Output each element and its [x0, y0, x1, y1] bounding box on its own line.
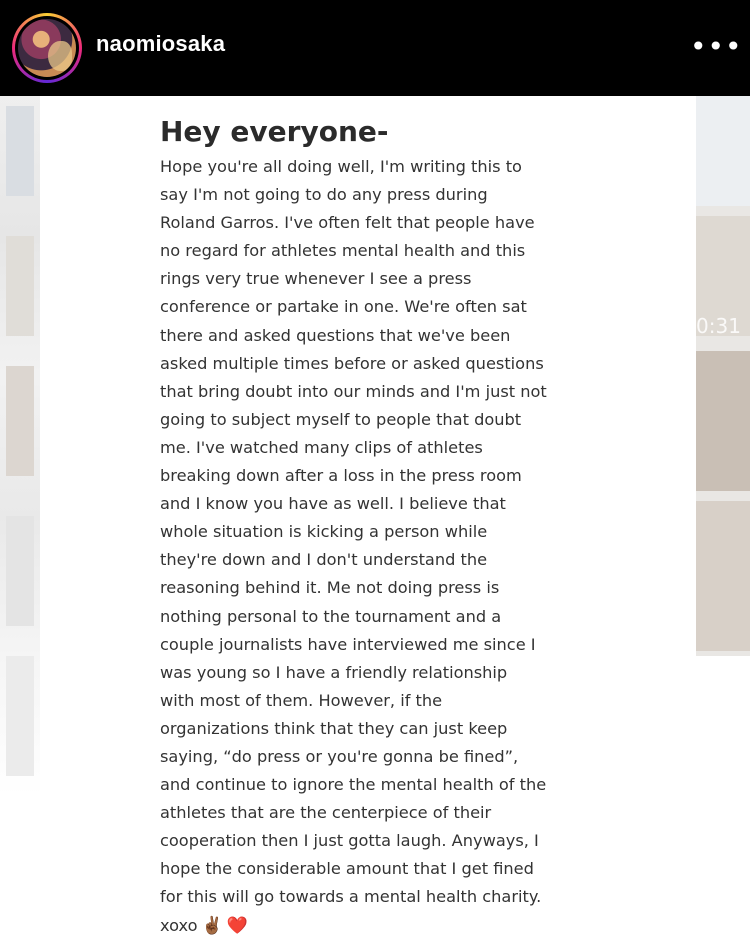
post-line: asked multiple times before or asked questions — [160, 353, 544, 373]
post-line: say I'm not going to do any press during — [160, 185, 488, 205]
post-line: and I know you have as well. I believe that — [160, 494, 506, 514]
post-line: organizations think that they can just keep — [160, 718, 508, 738]
post-line: hope the considerable amount that I get fined — [160, 859, 534, 879]
post-line: reasoning behind it. Me not doing press is — [160, 578, 500, 598]
background-block — [696, 96, 750, 206]
avatar[interactable] — [12, 13, 82, 83]
background-block — [696, 351, 750, 491]
post-line: for this will go towards a mental health charity. — [160, 887, 542, 907]
post-line: saying, “do press or you're gonna be fined”, — [160, 746, 519, 766]
avatar-photo — [18, 19, 76, 77]
post-title: Hey everyone- — [160, 115, 389, 148]
peace-sign-icon: ✌🏾 — [201, 915, 223, 936]
signoff: xoxo — [160, 915, 198, 935]
avatar-border — [15, 16, 79, 80]
post-line: they're down and I don't understand the — [160, 550, 488, 570]
post-signoff-line — [160, 912, 700, 940]
post-line: and continue to ignore the mental health of the — [160, 775, 547, 795]
background-blur-right — [696, 96, 750, 656]
post-line: athletes that are the centerpiece of their — [160, 803, 492, 823]
post-line: couple journalists have interviewed me since I — [160, 634, 536, 654]
post-line: that bring doubt into our minds and I'm just not — [160, 381, 547, 401]
post-header — [0, 0, 750, 96]
post-line: Roland Garros. I've often felt that people have — [160, 213, 535, 233]
post-line: cooperation then I just gotta laugh. Anyways, I — [160, 831, 539, 851]
video-timer: 0:31 — [696, 314, 741, 338]
background-blur-left — [0, 96, 40, 796]
post-line: no regard for athletes mental health and this — [160, 241, 526, 261]
post-line: whole situation is kicking a person while — [160, 522, 488, 542]
more-horizontal-icon[interactable]: ••• — [690, 30, 743, 63]
background-block — [696, 501, 750, 651]
post-line: there and asked questions that we've been — [160, 325, 511, 345]
post-line: conference or partake in one. We're often sat — [160, 297, 527, 317]
background-block — [6, 366, 34, 476]
post-line: breaking down after a loss in the press room — [160, 466, 522, 486]
background-block — [6, 656, 34, 776]
post-line: nothing personal to the tournament and a — [160, 606, 502, 626]
post-line: with most of them. However, if the — [160, 690, 443, 710]
post-line: me. I've watched many clips of athletes — [160, 437, 483, 457]
post-line: rings very true whenever I see a press — [160, 269, 472, 289]
username[interactable]: naomiosaka — [96, 31, 226, 56]
post-line: was young so I have a friendly relationship — [160, 662, 508, 682]
background-block — [6, 516, 34, 626]
post-line: going to subject myself to people that doubt — [160, 409, 522, 429]
heart-icon: ❤️ — [226, 915, 248, 936]
post-line: Hope you're all doing well, I'm writing this to — [160, 157, 522, 176]
post-body — [160, 153, 700, 940]
background-block — [6, 106, 34, 196]
background-block — [6, 236, 34, 336]
